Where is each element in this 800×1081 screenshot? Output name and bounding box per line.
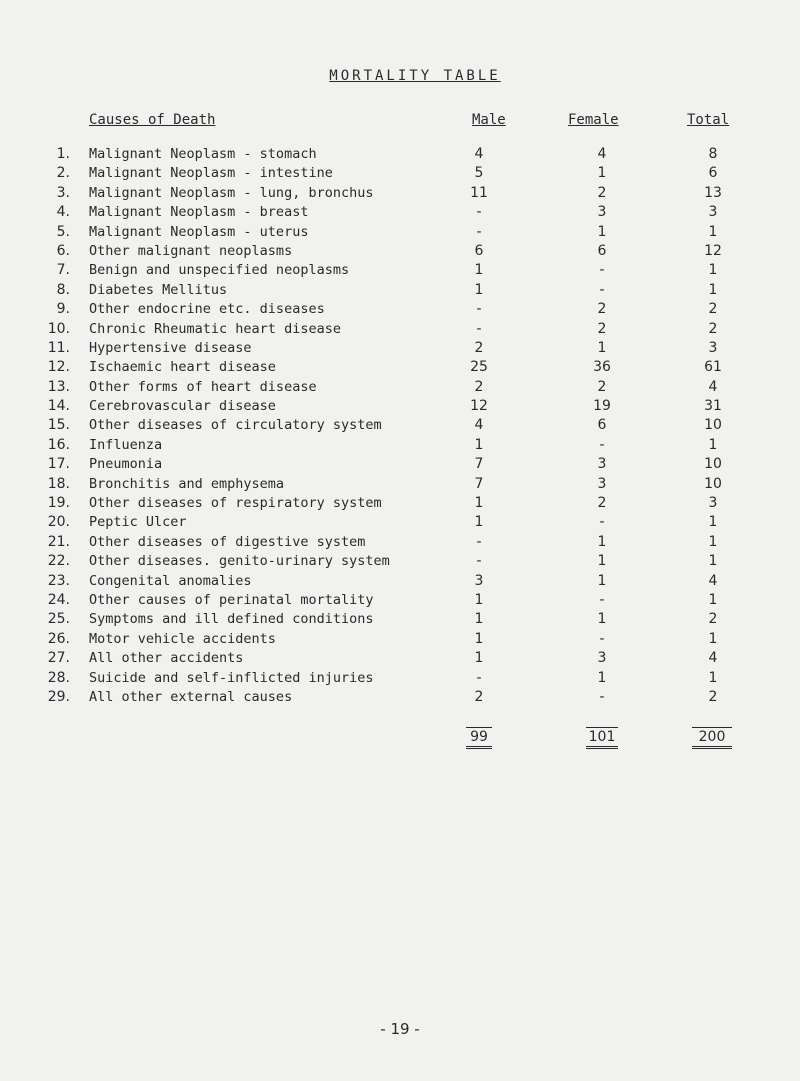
cause-of-death: Malignant Neoplasm - intestine xyxy=(89,165,333,182)
female-count: 1 xyxy=(597,611,607,628)
female-count: 3 xyxy=(597,475,607,492)
male-count: 3 xyxy=(474,572,484,589)
female-count: - xyxy=(599,514,605,531)
male-count: 1 xyxy=(474,495,484,512)
total-count: 31 xyxy=(704,398,722,415)
row-number: 12. xyxy=(47,359,70,376)
female-count: - xyxy=(599,591,605,608)
female-count: 36 xyxy=(593,359,611,376)
female-count: 1 xyxy=(597,339,607,356)
total-count: 61 xyxy=(704,359,722,376)
row-number: 13. xyxy=(47,378,70,395)
row-number: 10. xyxy=(47,320,70,337)
female-count: 6 xyxy=(597,417,607,434)
table-row xyxy=(0,398,800,417)
female-count: - xyxy=(599,281,605,298)
row-number: 24. xyxy=(47,591,70,608)
total-count: 6 xyxy=(708,165,718,182)
total-count: 1 xyxy=(708,533,718,550)
female-count: 1 xyxy=(597,572,607,589)
table-row xyxy=(0,437,800,456)
cause-of-death: Other diseases of digestive system xyxy=(89,533,366,550)
total-female: 101 xyxy=(586,727,618,749)
table-row xyxy=(0,650,800,669)
table-row xyxy=(0,514,800,533)
male-count: 2 xyxy=(474,688,484,705)
total-count: 1 xyxy=(708,262,718,279)
table-row xyxy=(0,321,800,340)
male-count: 12 xyxy=(470,398,488,415)
row-number: 29. xyxy=(47,688,70,705)
male-count: 2 xyxy=(474,378,484,395)
female-count: 1 xyxy=(597,553,607,570)
row-number: 26. xyxy=(47,630,70,647)
row-number: 25. xyxy=(47,611,70,628)
female-count: 3 xyxy=(597,204,607,221)
cause-of-death: Motor vehicle accidents xyxy=(89,630,276,647)
table-row xyxy=(0,670,800,689)
cause-of-death: Influenza xyxy=(89,436,163,453)
row-number: 21. xyxy=(47,533,70,550)
total-count: 2 xyxy=(708,301,718,318)
totals-row xyxy=(0,727,800,751)
header-causes: Causes of Death xyxy=(89,112,216,128)
female-count: - xyxy=(599,630,605,647)
header-male: Male xyxy=(472,112,506,128)
row-number: 17. xyxy=(47,456,70,473)
cause-of-death: Other diseases of circulatory system xyxy=(89,417,382,434)
total-count: 3 xyxy=(708,204,718,221)
row-number: 6. xyxy=(56,242,70,259)
row-number: 11. xyxy=(47,339,70,356)
table-row xyxy=(0,592,800,611)
total-count: 3 xyxy=(708,495,718,512)
cause-of-death: Diabetes Mellitus xyxy=(89,281,228,298)
cause-of-death: Peptic Ulcer xyxy=(89,514,187,531)
male-count: 1 xyxy=(474,630,484,647)
table-row xyxy=(0,165,800,184)
male-count: - xyxy=(476,301,482,318)
header-female: Female xyxy=(568,112,619,128)
page-number: - 19 - xyxy=(380,1020,420,1038)
male-count: 1 xyxy=(474,591,484,608)
cause-of-death: Other malignant neoplasms xyxy=(89,242,293,259)
total-count: 10 xyxy=(704,456,722,473)
table-row xyxy=(0,573,800,592)
male-count: 4 xyxy=(474,417,484,434)
total-count: 2 xyxy=(708,611,718,628)
cause-of-death: Ischaemic heart disease xyxy=(89,359,276,376)
cause-of-death: Benign and unspecified neoplasms xyxy=(89,262,350,279)
table-row xyxy=(0,611,800,630)
row-number: 20. xyxy=(47,514,70,531)
male-count: - xyxy=(476,223,482,240)
total-count: 8 xyxy=(708,146,718,162)
table-row xyxy=(0,417,800,436)
page-title: MORTALITY TABLE xyxy=(329,68,501,84)
male-count: 1 xyxy=(474,514,484,531)
row-number: 1. xyxy=(56,146,70,162)
total-count: 12 xyxy=(704,242,722,259)
table-row xyxy=(0,456,800,475)
row-number: 7. xyxy=(56,262,70,279)
row-number: 3. xyxy=(56,184,70,201)
row-number: 16. xyxy=(47,436,70,453)
female-count: 1 xyxy=(597,669,607,686)
row-number: 27. xyxy=(47,650,70,667)
female-count: - xyxy=(599,436,605,453)
total-count: 4 xyxy=(708,572,718,589)
total-count: 10 xyxy=(704,417,722,434)
cause-of-death: Hypertensive disease xyxy=(89,339,252,356)
cause-of-death: All other external causes xyxy=(89,688,293,705)
table-row xyxy=(0,224,800,243)
total-count: 2 xyxy=(708,688,718,705)
total-male: 99 xyxy=(466,727,492,749)
female-count: 1 xyxy=(597,165,607,182)
female-count: 1 xyxy=(597,533,607,550)
table-row xyxy=(0,340,800,359)
male-count: 1 xyxy=(474,436,484,453)
female-count: 4 xyxy=(597,146,607,162)
male-count: - xyxy=(476,204,482,221)
female-count: 2 xyxy=(597,301,607,318)
table-row xyxy=(0,243,800,262)
female-count: 2 xyxy=(597,184,607,201)
cause-of-death: Bronchitis and emphysema xyxy=(89,475,285,492)
row-number: 23. xyxy=(47,572,70,589)
female-count: - xyxy=(599,262,605,279)
row-number: 8. xyxy=(56,281,70,298)
male-count: 7 xyxy=(474,456,484,473)
total-count: 1 xyxy=(708,281,718,298)
total-count: 1 xyxy=(708,669,718,686)
female-count: 19 xyxy=(593,398,611,415)
male-count: - xyxy=(476,553,482,570)
row-number: 28. xyxy=(47,669,70,686)
male-count: 11 xyxy=(470,184,488,201)
male-count: 1 xyxy=(474,611,484,628)
total-count: 1 xyxy=(708,514,718,531)
mortality-table xyxy=(0,146,800,708)
total-count: 4 xyxy=(708,378,718,395)
cause-of-death: Other endocrine etc. diseases xyxy=(89,301,325,318)
male-count: - xyxy=(476,669,482,686)
cause-of-death: Malignant Neoplasm - uterus xyxy=(89,223,309,240)
table-row xyxy=(0,146,800,165)
row-number: 9. xyxy=(56,301,70,318)
table-row xyxy=(0,262,800,281)
table-row xyxy=(0,185,800,204)
row-number: 2. xyxy=(56,165,70,182)
cause-of-death: Malignant Neoplasm - lung, bronchus xyxy=(89,184,374,201)
male-count: 5 xyxy=(474,165,484,182)
total-count: 1 xyxy=(708,553,718,570)
total-count: 1 xyxy=(708,436,718,453)
table-row xyxy=(0,359,800,378)
female-count: 2 xyxy=(597,378,607,395)
total-count: 1 xyxy=(708,591,718,608)
male-count: 4 xyxy=(474,146,484,162)
table-row xyxy=(0,282,800,301)
total-count: 13 xyxy=(704,184,722,201)
female-count: 3 xyxy=(597,650,607,667)
male-count: 6 xyxy=(474,242,484,259)
table-row xyxy=(0,631,800,650)
total-count: 2 xyxy=(708,320,718,337)
cause-of-death: Congenital anomalies xyxy=(89,572,252,589)
table-row xyxy=(0,495,800,514)
total-count: 4 xyxy=(708,650,718,667)
table-row xyxy=(0,204,800,223)
table-row xyxy=(0,689,800,708)
table-row xyxy=(0,379,800,398)
cause-of-death: Chronic Rheumatic heart disease xyxy=(89,320,341,337)
total-count: 10 xyxy=(704,475,722,492)
cause-of-death: Other diseases. genito-urinary system xyxy=(89,553,390,570)
cause-of-death: All other accidents xyxy=(89,650,244,667)
table-row xyxy=(0,534,800,553)
row-number: 18. xyxy=(47,475,70,492)
cause-of-death: Suicide and self-inflicted injuries xyxy=(89,669,374,686)
cause-of-death: Malignant Neoplasm - stomach xyxy=(89,146,317,162)
row-number: 5. xyxy=(56,223,70,240)
total-count: 1 xyxy=(708,223,718,240)
cause-of-death: Malignant Neoplasm - breast xyxy=(89,204,309,221)
female-count: - xyxy=(599,688,605,705)
row-number: 19. xyxy=(47,495,70,512)
cause-of-death: Cerebrovascular disease xyxy=(89,398,276,415)
male-count: 1 xyxy=(474,650,484,667)
total-count: 1 xyxy=(708,630,718,647)
cause-of-death: Other causes of perinatal mortality xyxy=(89,591,374,608)
table-row xyxy=(0,476,800,495)
row-number: 22. xyxy=(47,553,70,570)
row-number: 4. xyxy=(56,204,70,221)
header-total: Total xyxy=(687,112,730,128)
cause-of-death: Symptoms and ill defined conditions xyxy=(89,611,374,628)
male-count: 1 xyxy=(474,262,484,279)
male-count: - xyxy=(476,320,482,337)
row-number: 14. xyxy=(47,398,70,415)
male-count: 25 xyxy=(470,359,488,376)
male-count: - xyxy=(476,533,482,550)
total-count: 3 xyxy=(708,339,718,356)
cause-of-death: Other forms of heart disease xyxy=(89,378,317,395)
female-count: 2 xyxy=(597,320,607,337)
male-count: 2 xyxy=(474,339,484,356)
row-number: 15. xyxy=(47,417,70,434)
male-count: 7 xyxy=(474,475,484,492)
female-count: 1 xyxy=(597,223,607,240)
female-count: 6 xyxy=(597,242,607,259)
total-all: 200 xyxy=(692,727,732,749)
male-count: 1 xyxy=(474,281,484,298)
female-count: 2 xyxy=(597,495,607,512)
cause-of-death: Other diseases of respiratory system xyxy=(89,495,382,512)
cause-of-death: Pneumonia xyxy=(89,456,163,473)
table-row xyxy=(0,553,800,572)
table-row xyxy=(0,301,800,320)
female-count: 3 xyxy=(597,456,607,473)
